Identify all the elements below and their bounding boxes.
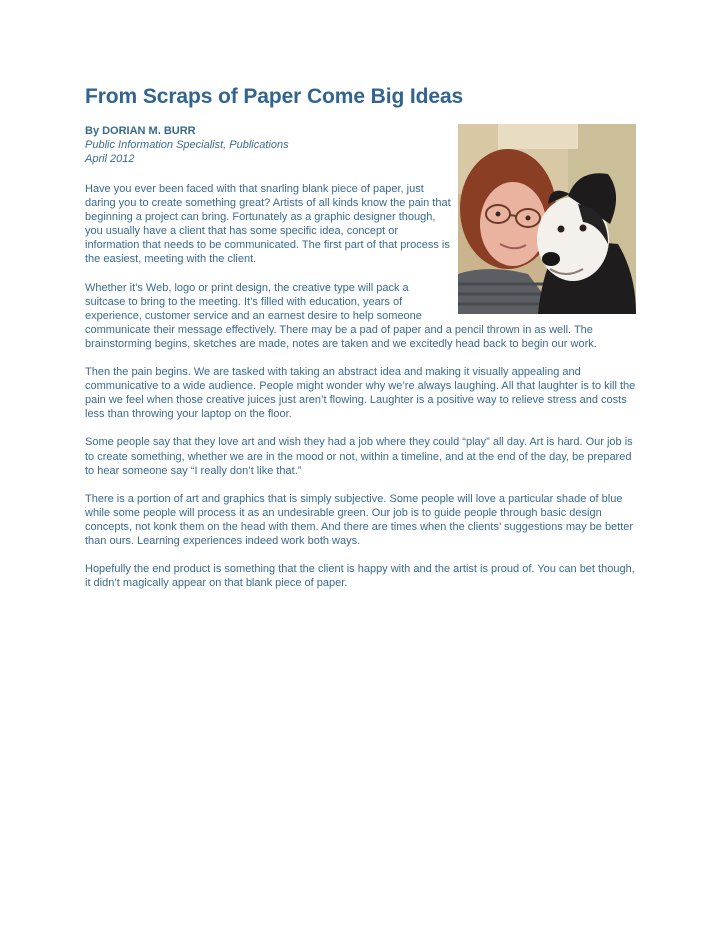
author-role: Public Information Specialist, Publications [85,139,289,151]
photo-wrap-space [451,182,637,314]
paragraph-5: There is a portion of art and graphics that is simply subjective. Some people will love a particular shade of blue while some people will process it as an undesirable green. Our job is to guide people through basic design concepts, not konk them on the head with them. And there are times when the clients’ suggestions may be better than ours. Learning experiences indeed work both ways. [85,492,634,547]
paragraph-6: Hopefully the end product is something that the client is happy with and the artist is proud of. You can bet though, it didn’t magically appear on that blank piece of paper. [85,563,635,590]
paragraph-3: Then the pain begins. We are tasked with taking an abstract idea and making it visually appealing and communicative to a wide audience. People might wonder why we’re always laughing. All that laughter is to kill the pain we feel when those creative juices just aren’t flowing. Laughter is a positive way to relieve stress and costs less than throwing your laptop on the floor. [85,366,636,421]
article-title: From Scraps of Paper Come Big Ideas [85,85,464,108]
article-body [85,182,637,604]
byline [85,124,289,166]
paragraph-4: Some people say that they love art and wish they had a job where they could “play” all day. Art is hard. Our job is to create something, whether we are in the mood or not, within a timeline, and at the end of the day, be prepared to hear someone say “I really don’t like that.” [85,436,633,477]
paragraph-2: Whether it’s Web, logo or print design, the creative type will pack a suitcase to bring to the meeting. It’s filled with education, years of experience, customer service and an earnest desire to help someone communicate their message effectively. There may be a pad of paper and a pencil thrown in as well. The brainstorming begins, sketches are made, notes are taken and we excitedly head back to begin our work. [85,281,597,350]
paragraph-1: Have you ever been faced with that snarling blank piece of paper, just daring you to create something great? Artists of all kinds know the pain that beginning a project can bring. Fortunately as a graphic designer though, you usually have a client that has some specific idea, concept or information that needs to be communicated. The first part of that process is the easiest, meeting with the client. [85,183,451,266]
author-name: By DORIAN M. BURR [85,125,196,137]
publication-date: April 2012 [85,153,135,165]
